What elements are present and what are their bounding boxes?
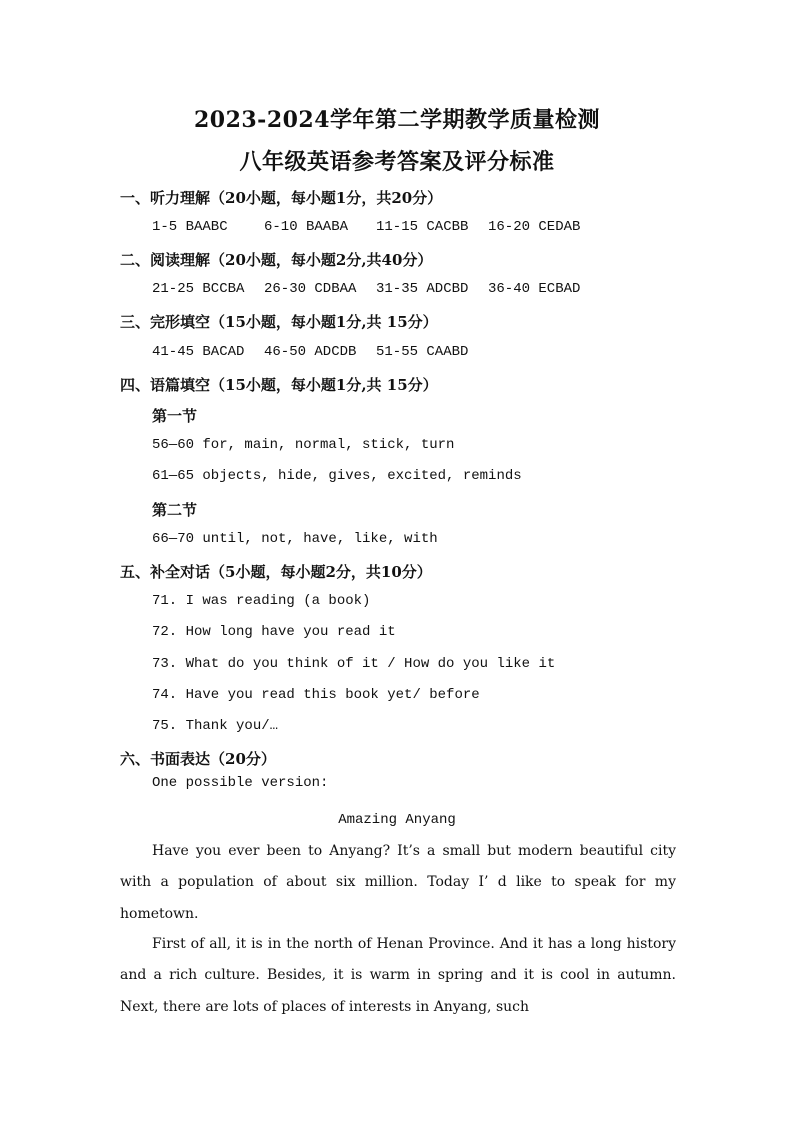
essay-intro: One possible version: [152,775,329,791]
doc-title: 2023-2024学年第二学期教学质量检测 [193,107,601,133]
essay-paragraph-2: First of all, it is in the north of Henan Province. And it has a long history and a rich culture. Besides, it is warm in spring and it is cool in autumn. Next, there are lots of places of interests in Anyang, such [120,936,676,1015]
answer-group: 11-15 CACBB [376,219,469,235]
part-2-label: 第二节 [152,501,198,519]
dialog-answer: 74. Have you read this book yet/ before [152,687,480,703]
section-2-heading: 二、阅读理解（20小题，每小题2分,共40分） [120,251,433,269]
essay-title: Amazing Anyang [338,812,456,828]
section-3-answers [152,344,468,360]
answer-group: 16-20 CEDAB [488,219,581,235]
doc-subtitle: 八年级英语参考答案及评分标准 [239,149,555,175]
dialog-answer: 73. What do you think of it / How do you like it [152,656,556,672]
section-4-heading: 四、语篇填空（15小题，每小题1分,共 15分） [120,376,438,394]
essay-paragraph-1: Have you ever been to Anyang? It’s a small but modern beautiful city with a population of about six million. Today I’ d like to speak for my hometown. [120,843,676,922]
section-5-heading: 五、补全对话（5小题，每小题2分，共10分） [120,563,432,581]
part-1-label: 第一节 [152,407,198,425]
answer-group: 26-30 CDBAA [264,281,357,297]
dialog-answer: 71. I was reading (a book) [152,593,371,609]
answer-group: 51-55 CAABD [376,344,469,360]
answer-group: 41-45 BACAD [152,344,245,360]
answer-group: 31-35 ADCBD [376,281,469,297]
section-1-answers [152,219,580,235]
answer-group: 36-40 ECBAD [488,281,581,297]
answer-group: 21-25 BCCBA [152,281,245,297]
section-6-heading: 六、书面表达（20分） [120,750,276,768]
section-3-heading: 三、完形填空（15小题，每小题1分,共 15分） [120,313,438,331]
answer-group: 46-50 ADCDB [264,344,357,360]
answer-group: 6-10 BAABA [264,219,349,235]
answer-line: 61—65 objects, hide, gives, excited, reminds [152,468,522,484]
section-2-answers [152,281,580,297]
dialog-answer: 75. Thank you/… [152,718,279,734]
section-1-heading: 一、听力理解（20小题，每小题1分，共20分） [120,189,443,207]
answer-line: 56—60 for, main, normal, stick, turn [152,437,455,453]
answer-line: 66—70 until, not, have, like, with [152,531,438,547]
answer-group: 1-5 BAABC [152,219,228,235]
dialog-answer: 72. How long have you read it [152,624,396,640]
